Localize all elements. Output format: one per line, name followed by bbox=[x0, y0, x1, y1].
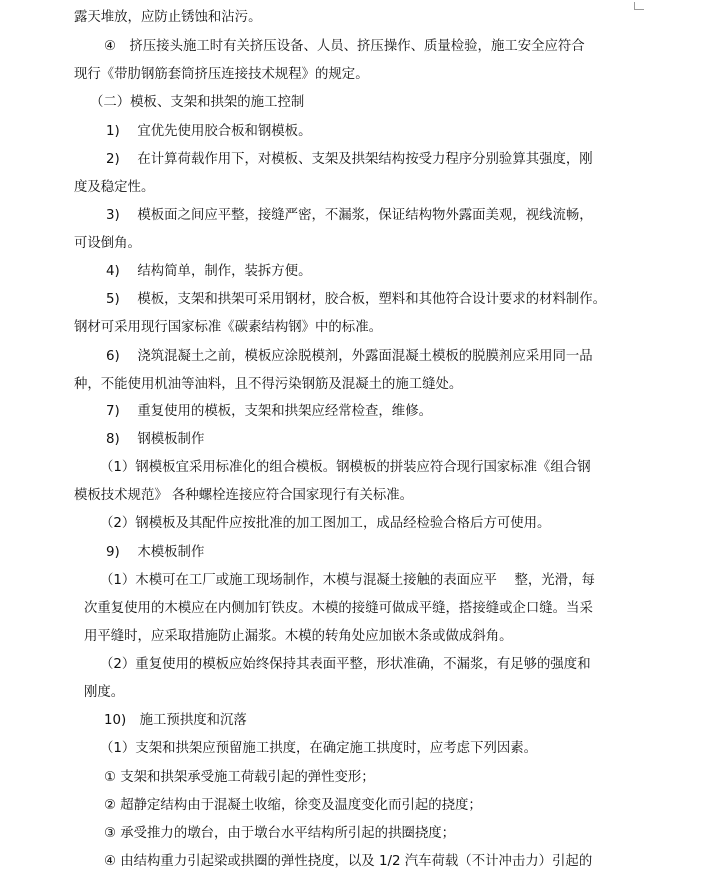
text-line: 露天堆放，应防止锈蚀和沾污。 bbox=[74, 10, 262, 25]
list-item: 2) 在计算荷载作用下，对模板、支架及拱架结构按受力程序分别验算其强度，刚 bbox=[106, 152, 593, 167]
list-item: （2）重复使用的模板应始终保持其表面平整，形状准确，不漏浆，有足够的强度和 bbox=[100, 657, 591, 672]
list-item: ① 支架和拱架承受施工荷载引起的弹性变形； bbox=[104, 770, 375, 785]
list-item: ④ 由结构重力引起梁或拱圈的弹性挠度，以及 1/2 汽车荷载（不计冲击力）引起的 bbox=[104, 854, 593, 869]
list-item: ② 超静定结构由于混凝土收缩，徐变及温度变化而引起的挠度； bbox=[104, 798, 482, 813]
list-item: 8) 钢模板制作 bbox=[106, 432, 205, 447]
list-item: 4) 结构简单，制作，装拆方便。 bbox=[106, 264, 312, 279]
list-item: （2）钢模板及其配件应按批准的加工图加工，成品经检验合格后方可使用。 bbox=[100, 516, 551, 531]
list-item: （1）钢模板宜采用标准化的组合模板。钢模板的拼装应符合现行国家标准《组合钢 bbox=[100, 460, 591, 475]
text-line: 种，不能使用机油等油料，且不得污染钢筋及混凝土的施工缝处。 bbox=[74, 377, 463, 392]
list-item: 10) 施工预拱度和沉落 bbox=[104, 713, 247, 728]
text-line: 刚度。 bbox=[84, 685, 125, 700]
list-item: 3) 模板面之间应平整，接缝严密，不漏浆，保证结构物外露面美观，视线流畅， bbox=[106, 208, 593, 223]
text-line: 模板技术规范》 各种螺栓连接应符合国家现行有关标准。 bbox=[74, 488, 414, 503]
text-line: 度及稳定性。 bbox=[74, 180, 155, 195]
list-item: 9) 木模板制作 bbox=[106, 545, 205, 560]
text-line: 用平缝时，应采取措施防止漏浆。木模的转角处应加嵌木条或做成斜角。 bbox=[84, 629, 513, 644]
section-heading: （二）模板、支架和拱架的施工控制 bbox=[90, 95, 305, 110]
text-line: 次重复使用的木模应在内侧加钉铁皮。木模的接缝可做成平缝，搭接缝或企口缝。当采 bbox=[84, 601, 593, 616]
list-item: 5) 模板，支架和拱架可采用钢材，胶合板，塑料和其他符合设计要求的材料制作。 bbox=[106, 292, 607, 307]
list-item: ③ 承受推力的墩台，由于墩台水平结构所引起的拱圈挠度； bbox=[104, 826, 456, 841]
text-line: 钢材可采用现行国家标准《碳素结构钢》中的标准。 bbox=[74, 320, 382, 335]
text-line: ④ 挤压接头施工时有关挤压设备、人员、挤压操作、质量检验，施工安全应符合 bbox=[104, 39, 585, 54]
text-line: 可设倒角。 bbox=[74, 236, 141, 251]
list-item: （1）木模可在工厂或施工现场制作，木模与混凝土接触的表面应平 整，光滑，每 bbox=[100, 573, 595, 588]
list-item: 1) 宜优先使用胶合板和钢模板。 bbox=[106, 124, 312, 139]
list-item: 6) 浇筑混凝土之前，模板应涂脱模剂，外露面混凝土模板的脱膜剂应采用同一品 bbox=[106, 349, 593, 364]
list-item: （1）支架和拱架应预留施工拱度，在确定施工拱度时，应考虑下列因素。 bbox=[100, 741, 538, 756]
text-line: 现行《带肋钢筋套筒挤压连接技术规程》的规定。 bbox=[74, 67, 369, 82]
list-item: 7) 重复使用的模板，支架和拱架应经常检查，维修。 bbox=[106, 404, 432, 419]
